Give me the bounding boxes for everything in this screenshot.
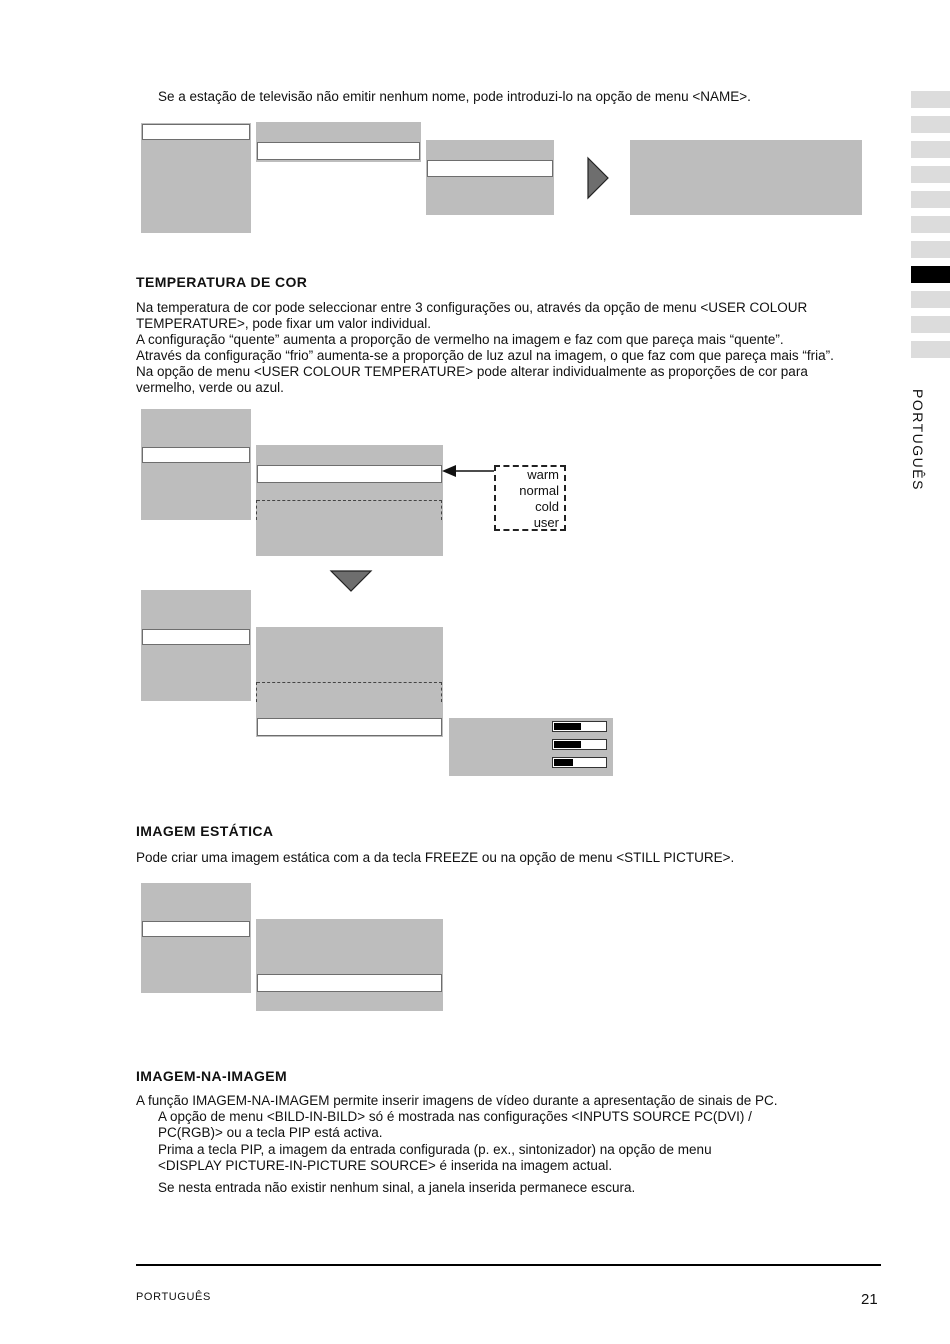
option-warm: warm	[527, 467, 559, 482]
footer-language: PORTUGUÊS	[136, 1291, 211, 1303]
pip-line: <DISPLAY PICTURE-IN-PICTURE SOURCE> é inserida na imagem actual.	[158, 1158, 613, 1173]
green-level-bar	[552, 739, 607, 750]
paragraph-line: Através da configuração “frio” aumenta-se a proporção de luz azul na imagem, o que faz com que pareça mais “fria”.	[136, 348, 834, 363]
language-tab	[911, 316, 950, 333]
page-number: 21	[861, 1291, 878, 1308]
main-menu-highlight	[142, 447, 250, 463]
paragraph-line: A configuração “quente” aumenta a proporção de vermelho na imagem e faz com que pareça mais “quente”.	[136, 332, 784, 347]
footer-rule	[136, 1264, 881, 1266]
language-tab	[911, 191, 950, 208]
arrow-down-icon	[329, 569, 373, 593]
option-cold: cold	[535, 499, 559, 514]
paragraph-line: vermelho, verde ou azul.	[136, 380, 284, 395]
level-fill	[554, 741, 581, 748]
dashed-separator	[257, 500, 442, 501]
side-language-label-wrap	[910, 389, 926, 499]
blue-level-bar	[552, 757, 607, 768]
language-tab	[911, 341, 950, 358]
level-fill	[554, 723, 581, 730]
paragraph-line: TEMPERATURE>, pode fixar um valor individual.	[136, 316, 431, 331]
dashed-separator	[441, 500, 442, 520]
option-normal: normal	[519, 483, 559, 498]
name-entry-panel	[630, 140, 862, 215]
user-colour-temperature-item	[257, 718, 442, 736]
dashed-separator	[256, 500, 257, 520]
paragraph-line: Na opção de menu <USER COLOUR TEMPERATURE> pode alterar individualmente as proporções de cor para	[136, 364, 808, 379]
arrow-right-icon	[586, 156, 610, 200]
sub-submenu-highlight	[427, 160, 553, 177]
main-menu-panel	[141, 409, 251, 520]
dashed-separator	[257, 682, 442, 683]
sub-submenu-panel	[426, 140, 554, 215]
still-picture-heading: IMAGEM ESTÁTICA	[136, 823, 274, 839]
language-tab	[911, 216, 950, 233]
pip-line: A opção de menu <BILD-IN-BILD> só é mostrada nas configurações <INPUTS SOURCE PC(DVI) /	[158, 1109, 752, 1124]
side-language-label: PORTUGUÊS	[910, 389, 926, 491]
still-picture-item	[257, 974, 442, 992]
red-level-bar	[552, 721, 607, 732]
pip-line: Se nesta entrada não existir nenhum sinal, a janela inserida permanece escura.	[158, 1180, 636, 1195]
language-tab	[911, 241, 950, 258]
dashed-separator	[256, 682, 257, 702]
main-menu-highlight	[142, 629, 250, 645]
main-menu-panel	[141, 590, 251, 701]
colour-temperature-heading: TEMPERATURA DE COR	[136, 274, 308, 290]
main-menu-highlight	[142, 921, 250, 937]
submenu-highlight	[257, 142, 420, 160]
option-user: user	[533, 515, 559, 530]
level-fill	[554, 759, 573, 766]
main-menu-highlight	[142, 124, 250, 140]
pip-line: PC(RGB)> ou a tecla PIP está activa.	[158, 1125, 383, 1140]
language-tab	[911, 291, 950, 308]
dashed-separator	[441, 682, 442, 702]
pip-line: Prima a tecla PIP, a imagem da entrada configurada (p. ex., sintonizador) na opção de menu	[158, 1142, 712, 1157]
submenu-panel	[256, 919, 443, 1011]
main-menu-panel	[141, 883, 251, 993]
name-note: Se a estação de televisão não emitir nenhum nome, pode introduzi-lo na opção de menu <NAME>.	[158, 89, 751, 104]
language-tab	[911, 91, 950, 108]
colour-temperature-item	[257, 465, 442, 483]
language-tab	[911, 141, 950, 158]
pip-line: A função IMAGEM-NA-IMAGEM permite inserir imagens de vídeo durante a apresentação de sinais de PC.	[136, 1093, 778, 1108]
pip-heading: IMAGEM-NA-IMAGEM	[136, 1068, 288, 1084]
language-tab	[911, 166, 950, 183]
still-picture-text: Pode criar uma imagem estática com a da tecla FREEZE ou na opção de menu <STILL PICTURE>.	[136, 850, 735, 865]
language-tab	[911, 116, 950, 133]
paragraph-line: Na temperatura de cor pode seleccionar entre 3 configurações ou, através da opção de menu <USER COLOUR	[136, 300, 808, 315]
language-tab-active	[911, 266, 950, 283]
colour-temperature-body	[136, 300, 834, 396]
colour-option-list	[494, 465, 566, 531]
arrow-left-icon	[440, 462, 496, 480]
